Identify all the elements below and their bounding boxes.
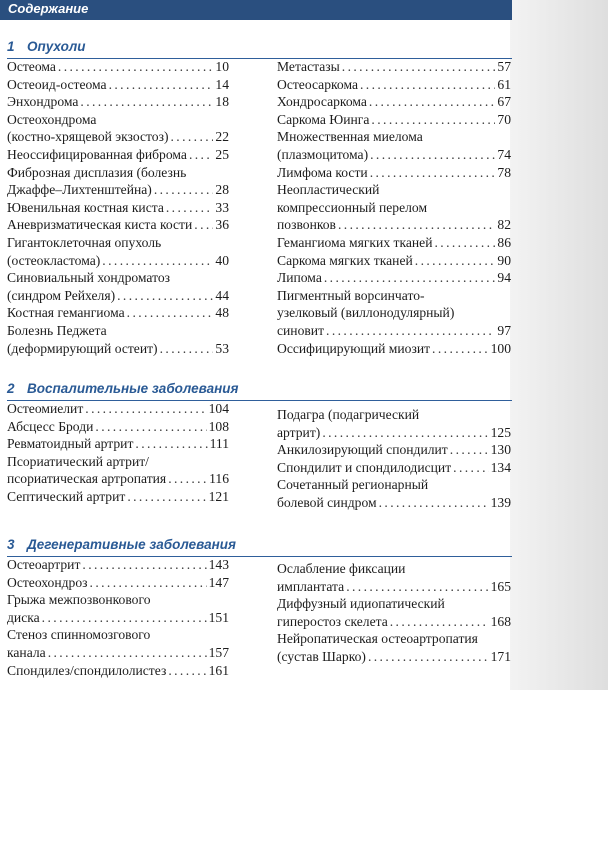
toc-entry-title: Остеомиелит: [7, 401, 84, 416]
toc-entry-title-line: Множественная миелома: [277, 129, 423, 145]
page-number: 125: [490, 424, 511, 440]
dot-leader: [170, 128, 213, 146]
toc-entry-row: [277, 578, 511, 596]
toc-entry-row: [277, 441, 511, 459]
page-number: 116: [209, 471, 229, 487]
toc-entry[interactable]: [7, 400, 229, 418]
toc-entry-title: Саркома Юинга: [277, 111, 370, 127]
toc-entry-title: Гемангиома мягких тканей: [277, 234, 433, 250]
toc-column-left: [7, 58, 229, 357]
dot-leader: [168, 470, 207, 488]
toc-entry-title: Анкилозирующий спондилит: [277, 442, 448, 458]
toc-entry-row: [277, 93, 511, 111]
page-number: 108: [208, 418, 229, 434]
page-number: 111: [209, 436, 229, 452]
page-number: 165: [490, 578, 511, 594]
dot-leader: [109, 76, 214, 94]
toc-entry[interactable]: [7, 146, 229, 164]
page-number: 130: [490, 442, 511, 458]
dot-leader: [453, 459, 488, 477]
toc-entry[interactable]: [7, 435, 229, 453]
toc-entry[interactable]: [7, 418, 229, 436]
toc-entry[interactable]: [7, 199, 229, 217]
toc-entry[interactable]: [277, 476, 511, 511]
page-number: 157: [208, 644, 229, 660]
toc-entry-row: [7, 287, 229, 305]
toc-entry-row: [277, 613, 511, 631]
section-title: Дегенеративные заболевания: [27, 537, 236, 552]
page-number: 33: [215, 199, 229, 215]
page-number: 28: [215, 182, 229, 198]
toc-entry-title: Джаффе–Лихтенштейна): [7, 182, 152, 198]
toc-entry-title: диска: [7, 609, 40, 625]
dot-leader: [432, 340, 489, 358]
toc-entry-title: псориатическая артропатия: [7, 471, 167, 487]
page-number: 70: [497, 111, 511, 127]
toc-entry[interactable]: [277, 441, 511, 459]
toc-entry[interactable]: [277, 340, 511, 358]
toc-entry-row: [7, 609, 229, 627]
dot-leader: [82, 556, 206, 574]
toc-entry-title-line: Неопластический: [277, 182, 380, 198]
dot-leader: [346, 578, 488, 596]
toc-entry-title: (остеокластома): [7, 252, 101, 268]
page-number: 143: [208, 557, 229, 572]
page-number: 151: [208, 609, 229, 625]
toc-entry[interactable]: [277, 128, 511, 163]
dot-leader: [379, 494, 489, 512]
toc-column-right: [277, 560, 511, 666]
toc-entry-title: (плазмоцитома): [277, 146, 369, 162]
toc-entry-row: [277, 76, 511, 94]
page-number: 94: [497, 270, 511, 286]
dot-leader: [90, 574, 207, 592]
toc-entry-title: Остеосаркома: [277, 76, 358, 92]
toc-entry-title: имплантата: [277, 578, 345, 594]
toc-entry[interactable]: [7, 453, 229, 488]
dot-leader: [166, 199, 214, 217]
toc-entry-title: Неоссифицированная фиброма: [7, 146, 187, 162]
toc-entry-row: [277, 322, 511, 340]
toc-entry-title: Остеома: [7, 59, 56, 74]
toc-entry[interactable]: [277, 560, 511, 595]
toc-entry-title: (костно-хрящевой экзостоз): [7, 129, 169, 145]
dot-leader: [369, 93, 496, 111]
toc-column-right: [277, 58, 511, 357]
page-number: 25: [215, 146, 229, 162]
dot-leader: [370, 164, 496, 182]
dot-leader: [189, 146, 213, 164]
dot-leader: [338, 216, 495, 234]
page-number: 86: [497, 234, 511, 250]
toc-entry-title: Метастазы: [277, 59, 340, 74]
toc-entry-title: гиперостоз скелета: [277, 613, 388, 629]
page-number: 10: [215, 59, 229, 74]
toc-entry[interactable]: [7, 488, 229, 506]
page-number: 36: [215, 217, 229, 233]
toc-entry-title-line: узелковый (виллонодулярный): [277, 305, 455, 321]
dot-leader: [58, 58, 214, 76]
toc-entry-row: [7, 252, 229, 270]
dot-leader: [415, 252, 496, 270]
toc-entry[interactable]: [277, 111, 511, 129]
toc-entry-title: Оссифицирующий миозит: [277, 340, 431, 356]
toc-entry-title: Лимфома кости: [277, 164, 368, 180]
page-number: 67: [497, 94, 511, 110]
dot-leader: [194, 216, 213, 234]
dot-leader: [85, 400, 206, 418]
toc-entry[interactable]: [7, 574, 229, 592]
toc-entry[interactable]: [277, 234, 511, 252]
page-number: 74: [497, 146, 511, 162]
toc-entry-title: синовит: [277, 322, 325, 338]
dot-leader: [322, 424, 488, 442]
toc-entry-title: Абсцесс Броди: [7, 418, 94, 434]
dot-leader: [326, 322, 495, 340]
toc-entry[interactable]: [7, 234, 229, 269]
toc-entry-row: [277, 459, 511, 477]
toc-entry-row: [277, 234, 511, 252]
toc-entry-title-line: Подагра (подагрический: [277, 407, 420, 422]
toc-entry-title: (сустав Шарко): [277, 648, 366, 664]
dot-leader: [80, 93, 213, 111]
page-number: 22: [215, 129, 229, 145]
toc-entry-row: [277, 164, 511, 182]
toc-entry[interactable]: [277, 459, 511, 477]
toc-entry[interactable]: [7, 304, 229, 322]
dot-leader: [390, 613, 489, 631]
toc-entry-row: [277, 111, 511, 129]
toc-entry-row: [277, 494, 511, 512]
page-number: 139: [490, 494, 511, 510]
dot-leader: [370, 146, 495, 164]
page-number: 97: [497, 322, 511, 338]
page-number: 78: [497, 164, 511, 180]
toc-entry-row: [277, 424, 511, 442]
page-number: 18: [215, 94, 229, 110]
toc-entry-row: [7, 340, 229, 358]
dot-leader: [42, 609, 207, 627]
toc-entry-row: [7, 181, 229, 199]
toc-entry-title: Саркома мягких тканей: [277, 252, 413, 268]
dot-leader: [127, 304, 214, 322]
toc-entry-title: Остеоартрит: [7, 557, 81, 572]
toc-entry-title-line: Остеохондрома: [7, 111, 97, 127]
toc-entry-row: [7, 662, 229, 680]
toc-entry[interactable]: [7, 626, 229, 661]
dot-leader: [368, 648, 489, 666]
page-number: 61: [497, 76, 511, 92]
toc-entry-title: Липома: [277, 270, 322, 286]
toc-entry-row: [277, 340, 511, 358]
toc-entry-row: [7, 556, 229, 574]
toc-entry[interactable]: [7, 58, 229, 76]
toc-entry-row: [277, 648, 511, 666]
page-number: 57: [497, 59, 511, 74]
toc-entry-row: [7, 146, 229, 164]
dot-leader: [450, 441, 489, 459]
page-number: 134: [490, 459, 511, 475]
toc-entry-title: канала: [7, 644, 46, 660]
toc-entry-title-line: Гигантоклеточная опухоль: [7, 234, 162, 250]
dot-leader: [360, 76, 495, 94]
toc-entry[interactable]: [7, 216, 229, 234]
section-number: 1: [7, 39, 15, 54]
page-number: 171: [490, 648, 511, 664]
section-heading: [7, 380, 512, 401]
section-heading: [7, 536, 512, 557]
toc-entry-row: [277, 252, 511, 270]
toc-entry-title: Костная гемангиома: [7, 305, 125, 321]
toc-entry-title-line: Фиброзная дисплазия (болезнь: [7, 164, 187, 180]
toc-entry-title-line: Псориатический артрит/: [7, 453, 149, 469]
toc-entry-row: [7, 93, 229, 111]
toc-entry-title: (синдром Рейхеля): [7, 287, 116, 303]
toc-entry[interactable]: [277, 58, 511, 76]
toc-entry-row: [277, 58, 511, 76]
toc-entry-title: Хондросаркома: [277, 94, 367, 110]
toc-entry-title-line: Синовиальный хондроматоз: [7, 270, 171, 286]
toc-entry-title: Аневризматическая киста кости: [7, 217, 193, 233]
section-number: 3: [7, 537, 15, 552]
toc-entry-row: [277, 216, 511, 234]
toc-entry[interactable]: [7, 591, 229, 626]
toc-entry-title-line: Ослабление фиксации: [277, 561, 406, 576]
toc-entry-row: [277, 269, 511, 287]
page-number: 53: [215, 340, 229, 356]
page-number: 82: [497, 217, 511, 233]
toc-entry-title-line: Пигментный ворсинчато-: [277, 287, 425, 303]
page-number: 100: [490, 340, 511, 356]
toc-entry[interactable]: [7, 76, 229, 94]
page-number: 48: [215, 305, 229, 321]
toc-entry-row: [7, 470, 229, 488]
toc-entry-title-line: Нейропатическая остеоартропатия: [277, 631, 478, 647]
toc-entry-row: [7, 216, 229, 234]
toc-entry-title: болевой синдром: [277, 494, 377, 510]
toc-entry-title: Ювенильная костная киста: [7, 199, 164, 215]
toc-entry-title-line: Сочетанный регионарный: [277, 477, 429, 493]
dot-leader: [168, 662, 206, 680]
toc-entry-row: [7, 76, 229, 94]
section-title: Опухоли: [27, 39, 86, 54]
toc-entry-row: [7, 58, 229, 76]
dot-leader: [135, 435, 207, 453]
toc-entry-row: [7, 435, 229, 453]
dot-leader: [117, 287, 213, 305]
section-heading: [7, 38, 512, 59]
toc-column-left: [7, 400, 229, 506]
toc-entry-row: [7, 304, 229, 322]
toc-entry-title: Септический артрит: [7, 488, 126, 504]
page-number: 161: [208, 662, 229, 678]
toc-entry-title: артрит): [277, 424, 321, 440]
toc-entry-title: Энхондрома: [7, 94, 79, 110]
toc-entry[interactable]: [277, 406, 511, 441]
toc-entry-title-line: Грыжа межпозвонкового: [7, 592, 151, 608]
page-number: 44: [215, 287, 229, 303]
toc-entry-row: [7, 644, 229, 662]
toc-entry-row: [7, 128, 229, 146]
toc-entry[interactable]: [7, 164, 229, 199]
dot-leader: [154, 181, 214, 199]
toc-entry[interactable]: [277, 164, 511, 182]
page-number: 168: [490, 613, 511, 629]
dot-leader: [160, 340, 214, 358]
page-number: 90: [497, 252, 511, 268]
toc-entry-title: Остеохондроз: [7, 574, 88, 590]
toc-entry[interactable]: [7, 111, 229, 146]
toc-entry[interactable]: [7, 93, 229, 111]
page-edge-shadow: [510, 0, 608, 690]
toc-entry-row: [7, 400, 229, 418]
toc-entry[interactable]: [277, 287, 511, 340]
toc-entry-title-line: компрессионный перелом: [277, 199, 428, 215]
dot-leader: [95, 418, 206, 436]
toc-column-right: [277, 406, 511, 512]
section-title: Воспалительные заболевания: [27, 381, 239, 396]
dot-leader: [371, 111, 495, 129]
toc-entry-title: Спондилез/спондилолистез: [7, 662, 167, 678]
toc-entry[interactable]: [7, 662, 229, 680]
page-number: 40: [215, 252, 229, 268]
page-number: 14: [215, 76, 229, 92]
toc-entry-row: [277, 146, 511, 164]
toc-entry-row: [7, 574, 229, 592]
dot-leader: [342, 58, 496, 76]
toc-entry[interactable]: [277, 269, 511, 287]
dot-leader: [48, 644, 207, 662]
toc-entry[interactable]: [277, 76, 511, 94]
toc-entry[interactable]: [277, 595, 511, 630]
toc-entry-title: (деформирующий остеит): [7, 340, 158, 356]
toc-entry-title: позвонков: [277, 217, 336, 233]
toc-entry[interactable]: [7, 322, 229, 357]
toc-entry[interactable]: [7, 269, 229, 304]
toc-entry-title-line: Диффузный идиопатический: [277, 596, 445, 612]
page-number: 147: [208, 574, 229, 590]
header-bar: [0, 0, 512, 20]
toc-entry-title: Спондилит и спондилодисцит: [277, 459, 452, 475]
page-number: 121: [208, 488, 229, 504]
section-number: 2: [7, 381, 15, 396]
toc-entry-title-line: Стеноз спинномозгового: [7, 627, 151, 643]
dot-leader: [324, 269, 496, 287]
page-number: 104: [208, 401, 229, 416]
toc-entry-title-line: Болезнь Педжета: [7, 322, 107, 338]
toc-column-left: [7, 556, 229, 679]
toc-entry-row: [7, 488, 229, 506]
toc-entry[interactable]: [277, 630, 511, 665]
dot-leader: [102, 252, 213, 270]
toc-entry-row: [7, 199, 229, 217]
dot-leader: [434, 234, 495, 252]
toc-entry-title: Ревматоидный артрит: [7, 436, 134, 452]
dot-leader: [127, 488, 206, 506]
toc-entry[interactable]: [7, 556, 229, 574]
toc-entry-row: [7, 418, 229, 436]
page-title: Содержание: [8, 1, 89, 16]
toc-entry[interactable]: [277, 181, 511, 234]
toc-entry[interactable]: [277, 93, 511, 111]
toc-entry[interactable]: [277, 252, 511, 270]
toc-entry-title: Остеоид-остеома: [7, 76, 107, 92]
